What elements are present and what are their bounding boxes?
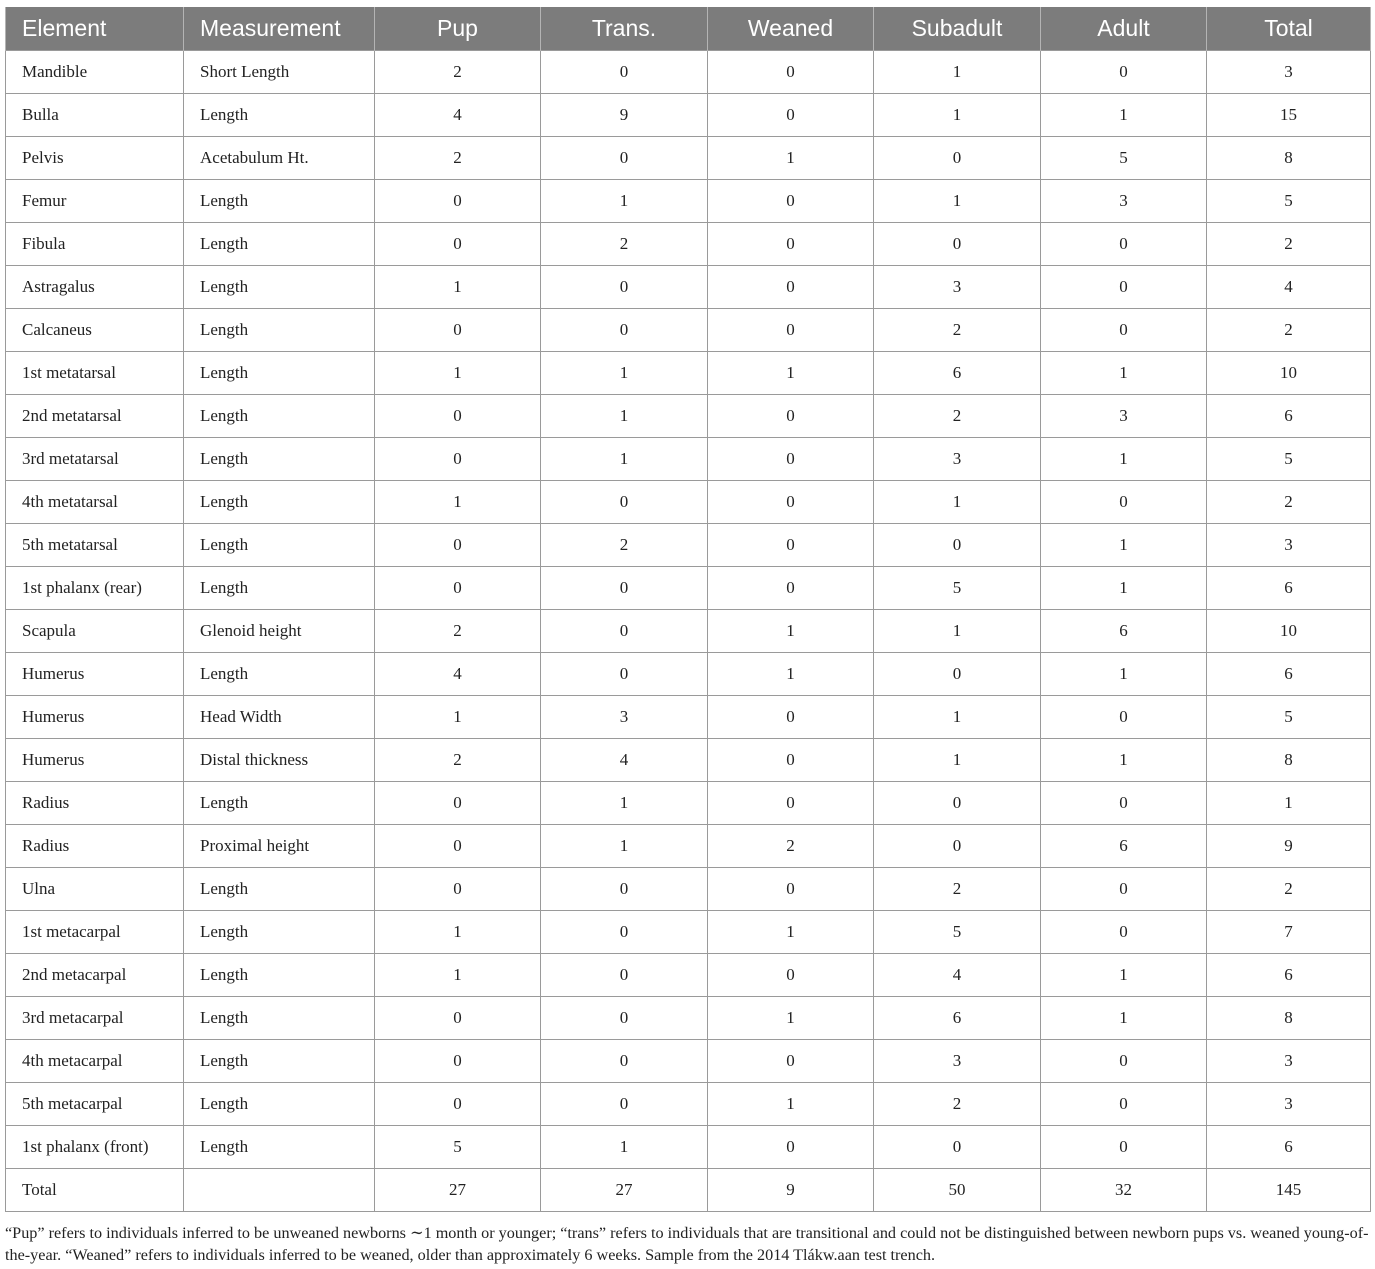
cell-weaned: 0 (708, 180, 874, 223)
cell-total: 9 (1207, 825, 1371, 868)
table-row (6, 137, 1371, 180)
cell-pup: 0 (375, 309, 541, 352)
cell-pup: 2 (375, 137, 541, 180)
cell-pup: 0 (375, 395, 541, 438)
cell-measurement: Length (184, 266, 375, 309)
table-row (6, 997, 1371, 1040)
cell-total: 3 (1207, 51, 1371, 94)
cell-total: 6 (1207, 653, 1371, 696)
cell-pup: 2 (375, 610, 541, 653)
cell-adult: 1 (1041, 997, 1207, 1040)
cell-element: Femur (6, 180, 184, 223)
cell-subadult: 4 (874, 954, 1041, 997)
cell-weaned: 1 (708, 997, 874, 1040)
column-header-total: Total (1207, 7, 1371, 51)
cell-subadult: 0 (874, 1126, 1041, 1169)
table-row (6, 739, 1371, 782)
cell-subadult: 2 (874, 868, 1041, 911)
cell-element: 5th metacarpal (6, 1083, 184, 1126)
table-row (6, 868, 1371, 911)
table-row (6, 395, 1371, 438)
cell-pup: 1 (375, 481, 541, 524)
cell-trans: 0 (541, 954, 708, 997)
cell-pup: 1 (375, 696, 541, 739)
cell-element: Radius (6, 782, 184, 825)
cell-measurement: Length (184, 481, 375, 524)
cell-total: 7 (1207, 911, 1371, 954)
cell-adult: 3 (1041, 180, 1207, 223)
cell-adult: 5 (1041, 137, 1207, 180)
table-container (5, 7, 1370, 1212)
cell-total: 1 (1207, 782, 1371, 825)
cell-total: 2 (1207, 223, 1371, 266)
cell-pup: 2 (375, 739, 541, 782)
cell-element: Calcaneus (6, 309, 184, 352)
cell-subadult: 2 (874, 1083, 1041, 1126)
cell-element: Humerus (6, 739, 184, 782)
cell-pup: 27 (375, 1169, 541, 1212)
cell-trans: 0 (541, 567, 708, 610)
cell-weaned: 1 (708, 653, 874, 696)
cell-weaned: 0 (708, 1040, 874, 1083)
cell-total: 6 (1207, 1126, 1371, 1169)
cell-adult: 0 (1041, 782, 1207, 825)
cell-element: Humerus (6, 696, 184, 739)
cell-element: Pelvis (6, 137, 184, 180)
cell-total: 2 (1207, 481, 1371, 524)
cell-subadult: 1 (874, 739, 1041, 782)
cell-subadult: 1 (874, 610, 1041, 653)
cell-trans: 0 (541, 911, 708, 954)
cell-adult: 0 (1041, 51, 1207, 94)
cell-subadult: 1 (874, 180, 1041, 223)
cell-element: 1st phalanx (rear) (6, 567, 184, 610)
cell-total: 10 (1207, 610, 1371, 653)
cell-weaned: 0 (708, 51, 874, 94)
cell-trans: 0 (541, 51, 708, 94)
table-row (6, 954, 1371, 997)
table-row (6, 309, 1371, 352)
cell-weaned: 2 (708, 825, 874, 868)
cell-subadult: 0 (874, 524, 1041, 567)
cell-element: Astragalus (6, 266, 184, 309)
cell-subadult: 50 (874, 1169, 1041, 1212)
cell-pup: 0 (375, 1040, 541, 1083)
cell-element: Fibula (6, 223, 184, 266)
cell-trans: 0 (541, 653, 708, 696)
cell-weaned: 1 (708, 137, 874, 180)
cell-subadult: 2 (874, 309, 1041, 352)
cell-trans: 1 (541, 395, 708, 438)
cell-measurement: Length (184, 524, 375, 567)
cell-total: 15 (1207, 94, 1371, 137)
cell-pup: 5 (375, 1126, 541, 1169)
table-row (6, 653, 1371, 696)
cell-adult: 1 (1041, 438, 1207, 481)
cell-subadult: 3 (874, 266, 1041, 309)
cell-trans: 0 (541, 481, 708, 524)
cell-weaned: 0 (708, 567, 874, 610)
cell-pup: 0 (375, 438, 541, 481)
cell-measurement: Length (184, 997, 375, 1040)
column-header-trans: Trans. (541, 7, 708, 51)
cell-measurement: Length (184, 1040, 375, 1083)
cell-trans: 3 (541, 696, 708, 739)
cell-adult: 1 (1041, 524, 1207, 567)
cell-trans: 1 (541, 782, 708, 825)
table-row (6, 266, 1371, 309)
column-header-pup: Pup (375, 7, 541, 51)
cell-subadult: 0 (874, 653, 1041, 696)
cell-trans: 1 (541, 438, 708, 481)
cell-weaned: 0 (708, 954, 874, 997)
cell-trans: 0 (541, 1040, 708, 1083)
cell-adult: 1 (1041, 567, 1207, 610)
column-header-element: Element (6, 7, 184, 51)
cell-element: 4th metatarsal (6, 481, 184, 524)
cell-element: 4th metacarpal (6, 1040, 184, 1083)
cell-total: 5 (1207, 180, 1371, 223)
cell-adult: 0 (1041, 1126, 1207, 1169)
measurements-table (5, 7, 1371, 1212)
cell-element: 1st metatarsal (6, 352, 184, 395)
cell-measurement: Length (184, 395, 375, 438)
cell-trans: 0 (541, 309, 708, 352)
cell-adult: 3 (1041, 395, 1207, 438)
cell-total: 8 (1207, 137, 1371, 180)
cell-pup: 1 (375, 911, 541, 954)
table-row (6, 352, 1371, 395)
cell-adult: 1 (1041, 954, 1207, 997)
cell-element: 3rd metatarsal (6, 438, 184, 481)
table-row (6, 567, 1371, 610)
cell-element: Total (6, 1169, 184, 1212)
cell-subadult: 2 (874, 395, 1041, 438)
cell-measurement: Length (184, 438, 375, 481)
table-row (6, 524, 1371, 567)
cell-trans: 0 (541, 868, 708, 911)
cell-total: 2 (1207, 868, 1371, 911)
column-header-adult: Adult (1041, 7, 1207, 51)
cell-measurement (184, 1169, 375, 1212)
cell-adult: 1 (1041, 352, 1207, 395)
cell-subadult: 6 (874, 997, 1041, 1040)
cell-adult: 1 (1041, 653, 1207, 696)
cell-subadult: 0 (874, 223, 1041, 266)
cell-weaned: 0 (708, 696, 874, 739)
cell-weaned: 0 (708, 782, 874, 825)
cell-trans: 2 (541, 524, 708, 567)
cell-total: 3 (1207, 1040, 1371, 1083)
cell-adult: 0 (1041, 1083, 1207, 1126)
cell-element: Ulna (6, 868, 184, 911)
table-row (6, 51, 1371, 94)
cell-weaned: 0 (708, 739, 874, 782)
cell-trans: 1 (541, 1126, 708, 1169)
cell-adult: 0 (1041, 266, 1207, 309)
cell-weaned: 1 (708, 1083, 874, 1126)
cell-trans: 0 (541, 137, 708, 180)
cell-weaned: 0 (708, 94, 874, 137)
cell-adult: 0 (1041, 911, 1207, 954)
cell-trans: 0 (541, 266, 708, 309)
cell-total: 3 (1207, 1083, 1371, 1126)
table-row (6, 94, 1371, 137)
cell-measurement: Length (184, 653, 375, 696)
cell-element: 5th metatarsal (6, 524, 184, 567)
cell-measurement: Length (184, 782, 375, 825)
table-footnote: “Pup” refers to individuals inferred to be unweaned newborns ∼1 month or younger; “trans” refers to individuals that are transitional and could not be distinguished between newborn pups vs. weaned young-of-the-year. “Weaned” refers to individuals inferred to be weaned, older than approximately 6 weeks. Sample from the 2014 Tlákw.aan test trench. (5, 1224, 1369, 1264)
header-row (6, 7, 1371, 51)
cell-total: 3 (1207, 524, 1371, 567)
cell-measurement: Short Length (184, 51, 375, 94)
cell-total: 5 (1207, 696, 1371, 739)
cell-element: 2nd metacarpal (6, 954, 184, 997)
column-header-measurement: Measurement (184, 7, 375, 51)
cell-measurement: Distal thickness (184, 739, 375, 782)
cell-total: 145 (1207, 1169, 1371, 1212)
cell-weaned: 0 (708, 1126, 874, 1169)
cell-pup: 1 (375, 954, 541, 997)
cell-total: 2 (1207, 309, 1371, 352)
cell-measurement: Length (184, 1126, 375, 1169)
cell-subadult: 0 (874, 825, 1041, 868)
cell-adult: 32 (1041, 1169, 1207, 1212)
cell-pup: 1 (375, 266, 541, 309)
cell-trans: 1 (541, 825, 708, 868)
cell-trans: 4 (541, 739, 708, 782)
cell-adult: 0 (1041, 868, 1207, 911)
cell-subadult: 6 (874, 352, 1041, 395)
cell-weaned: 1 (708, 911, 874, 954)
cell-measurement: Head Width (184, 696, 375, 739)
cell-total: 8 (1207, 739, 1371, 782)
table-row (6, 610, 1371, 653)
cell-pup: 0 (375, 180, 541, 223)
cell-pup: 2 (375, 51, 541, 94)
table-row (6, 1040, 1371, 1083)
cell-subadult: 3 (874, 1040, 1041, 1083)
cell-total: 10 (1207, 352, 1371, 395)
cell-weaned: 0 (708, 868, 874, 911)
cell-trans: 1 (541, 352, 708, 395)
table-row (6, 1083, 1371, 1126)
cell-subadult: 1 (874, 51, 1041, 94)
cell-total: 6 (1207, 567, 1371, 610)
cell-element: 1st metacarpal (6, 911, 184, 954)
cell-measurement: Length (184, 911, 375, 954)
cell-weaned: 1 (708, 610, 874, 653)
cell-measurement: Length (184, 94, 375, 137)
cell-measurement: Length (184, 180, 375, 223)
cell-adult: 0 (1041, 223, 1207, 266)
cell-pup: 0 (375, 567, 541, 610)
cell-trans: 0 (541, 610, 708, 653)
cell-measurement: Length (184, 954, 375, 997)
cell-trans: 0 (541, 1083, 708, 1126)
cell-total: 8 (1207, 997, 1371, 1040)
cell-adult: 0 (1041, 309, 1207, 352)
cell-element: 1st phalanx (front) (6, 1126, 184, 1169)
cell-element: 3rd metacarpal (6, 997, 184, 1040)
cell-element: Scapula (6, 610, 184, 653)
table-row (6, 782, 1371, 825)
cell-pup: 4 (375, 653, 541, 696)
cell-weaned: 0 (708, 266, 874, 309)
cell-subadult: 5 (874, 567, 1041, 610)
column-header-weaned: Weaned (708, 7, 874, 51)
cell-pup: 0 (375, 997, 541, 1040)
cell-subadult: 0 (874, 782, 1041, 825)
cell-total: 4 (1207, 266, 1371, 309)
cell-subadult: 1 (874, 94, 1041, 137)
cell-trans: 0 (541, 997, 708, 1040)
cell-element: Bulla (6, 94, 184, 137)
cell-weaned: 0 (708, 309, 874, 352)
cell-subadult: 1 (874, 481, 1041, 524)
cell-subadult: 5 (874, 911, 1041, 954)
cell-subadult: 0 (874, 137, 1041, 180)
cell-adult: 1 (1041, 94, 1207, 137)
cell-weaned: 0 (708, 481, 874, 524)
table-row (6, 481, 1371, 524)
cell-adult: 1 (1041, 739, 1207, 782)
cell-element: Radius (6, 825, 184, 868)
cell-adult: 0 (1041, 481, 1207, 524)
cell-pup: 0 (375, 868, 541, 911)
table-row (6, 911, 1371, 954)
cell-weaned: 0 (708, 438, 874, 481)
cell-measurement: Length (184, 352, 375, 395)
cell-weaned: 0 (708, 524, 874, 567)
cell-trans: 1 (541, 180, 708, 223)
table-row (6, 223, 1371, 266)
table-row (6, 1126, 1371, 1169)
cell-measurement: Length (184, 567, 375, 610)
cell-measurement: Length (184, 1083, 375, 1126)
cell-pup: 0 (375, 782, 541, 825)
cell-pup: 0 (375, 825, 541, 868)
cell-measurement: Proximal height (184, 825, 375, 868)
table-row (6, 438, 1371, 481)
cell-weaned: 0 (708, 223, 874, 266)
cell-total: 6 (1207, 954, 1371, 997)
cell-element: 2nd metatarsal (6, 395, 184, 438)
table-row (6, 825, 1371, 868)
cell-pup: 0 (375, 223, 541, 266)
cell-pup: 4 (375, 94, 541, 137)
cell-pup: 0 (375, 1083, 541, 1126)
cell-pup: 0 (375, 524, 541, 567)
cell-pup: 1 (375, 352, 541, 395)
total-row (6, 1169, 1371, 1212)
cell-trans: 2 (541, 223, 708, 266)
cell-trans: 9 (541, 94, 708, 137)
cell-element: Mandible (6, 51, 184, 94)
cell-element: Humerus (6, 653, 184, 696)
cell-measurement: Length (184, 309, 375, 352)
cell-measurement: Length (184, 868, 375, 911)
cell-trans: 27 (541, 1169, 708, 1212)
cell-adult: 6 (1041, 610, 1207, 653)
table-row (6, 180, 1371, 223)
cell-total: 6 (1207, 395, 1371, 438)
cell-adult: 0 (1041, 1040, 1207, 1083)
cell-weaned: 0 (708, 395, 874, 438)
cell-subadult: 1 (874, 696, 1041, 739)
table-body (6, 51, 1371, 1212)
column-header-subadult: Subadult (874, 7, 1041, 51)
table-row (6, 696, 1371, 739)
cell-measurement: Length (184, 223, 375, 266)
cell-total: 5 (1207, 438, 1371, 481)
cell-adult: 0 (1041, 696, 1207, 739)
cell-measurement: Acetabulum Ht. (184, 137, 375, 180)
cell-measurement: Glenoid height (184, 610, 375, 653)
cell-weaned: 1 (708, 352, 874, 395)
cell-weaned: 9 (708, 1169, 874, 1212)
cell-adult: 6 (1041, 825, 1207, 868)
cell-subadult: 3 (874, 438, 1041, 481)
